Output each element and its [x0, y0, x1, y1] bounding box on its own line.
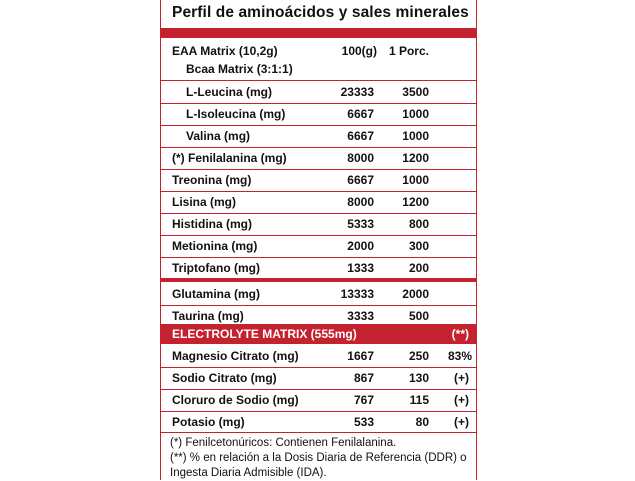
- row-value-100g: 533: [353, 415, 374, 429]
- electrolyte-label: ELECTROLYTE MATRIX (555mg): [172, 327, 357, 341]
- table-row: [160, 103, 477, 125]
- row-label: L-Isoleucina (mg): [186, 107, 286, 121]
- row-value-100g: 1333: [347, 261, 374, 275]
- footnote-1: (*) Fenilcetonúricos: Contienen Fenilalanina.: [170, 437, 397, 449]
- row-label: L-Leucina (mg): [186, 85, 272, 99]
- table-row: [160, 81, 477, 103]
- table-row: [160, 169, 477, 191]
- row-value-100g: 867: [353, 371, 374, 385]
- row-value-ddr: (+): [454, 371, 469, 385]
- top-divider-bar: [160, 28, 477, 38]
- header-sublabel: Bcaa Matrix (3:1:1): [186, 62, 293, 76]
- header-label: EAA Matrix (10,2g): [172, 44, 278, 58]
- table-row: [160, 125, 477, 147]
- row-label: Metionina (mg): [172, 239, 258, 253]
- header-col-100g: 100(g): [341, 44, 377, 58]
- row-value-portion: 2000: [402, 287, 429, 301]
- table-row: [160, 389, 477, 411]
- footnotes: [170, 436, 475, 481]
- row-value-portion: 115: [409, 393, 429, 407]
- row-label: Glutamina (mg): [172, 287, 261, 301]
- row-value-100g: 13333: [340, 287, 374, 301]
- row-value-100g: 6667: [347, 129, 374, 143]
- table-row: [160, 257, 477, 279]
- row-value-ddr: (+): [454, 415, 469, 429]
- header-col-portion: 1 Porc.: [388, 44, 429, 58]
- row-value-100g: 2000: [347, 239, 374, 253]
- row-value-portion: 1000: [402, 173, 429, 187]
- table-row: [160, 213, 477, 235]
- row-value-portion: 500: [408, 309, 429, 323]
- row-value-portion: 1200: [402, 151, 429, 165]
- table-row: [160, 235, 477, 257]
- table-row: [160, 191, 477, 213]
- row-value-portion: 3500: [402, 85, 429, 99]
- table-row: [160, 367, 477, 389]
- row-value-portion: 80: [415, 415, 429, 429]
- row-label: Taurina (mg): [172, 309, 244, 323]
- row-label: Cloruro de Sodio (mg): [172, 393, 299, 407]
- row-value-100g: 8000: [347, 195, 374, 209]
- footnote-3: Ingesta Diaria Admisible (IDA).: [170, 467, 327, 479]
- table-title: Perfil de aminoácidos y sales minerales: [172, 4, 469, 21]
- row-value-100g: 1667: [347, 349, 374, 363]
- row-label: Triptofano (mg): [172, 261, 260, 275]
- row-label: Valina (mg): [186, 129, 251, 143]
- footnote-2: (**) % en relación a la Dosis Diaria de Referencia (DDR) o: [170, 452, 467, 464]
- subheader-row: [160, 58, 477, 80]
- row-label: Sodio Citrato (mg): [172, 371, 277, 385]
- row-value-100g: 767: [353, 393, 374, 407]
- row-value-portion: 250: [408, 349, 429, 363]
- row-value-portion: 1200: [402, 195, 429, 209]
- row-value-portion: 130: [408, 371, 429, 385]
- table-row: [160, 283, 477, 305]
- row-label: Potasio (mg): [172, 415, 245, 429]
- row-value-ddr: (+): [454, 393, 469, 407]
- row-label: Magnesio Citrato (mg): [172, 349, 299, 363]
- notes-divider: [160, 432, 477, 433]
- row-value-100g: 23333: [340, 85, 374, 99]
- row-value-100g: 8000: [347, 151, 374, 165]
- row-label: Treonina (mg): [172, 173, 252, 187]
- row-value-portion: 300: [408, 239, 429, 253]
- table-row: [160, 147, 477, 169]
- row-value-portion: 200: [408, 261, 429, 275]
- row-label: Histidina (mg): [172, 217, 252, 231]
- row-value-portion: 1000: [402, 107, 429, 121]
- row-value-100g: 6667: [347, 107, 374, 121]
- row-value-ddr: 83%: [447, 349, 472, 363]
- table-row: [160, 411, 477, 433]
- table-row: [160, 345, 477, 367]
- row-value-100g: 5333: [347, 217, 374, 231]
- row-value-100g: 3333: [347, 309, 374, 323]
- row-label: (*) Fenilalanina (mg): [172, 151, 287, 165]
- electrolyte-header: [160, 324, 477, 344]
- row-value-100g: 6667: [347, 173, 374, 187]
- section-divider-bar: [160, 278, 477, 282]
- row-label: Lisina (mg): [172, 195, 237, 209]
- electrolyte-note: (**): [451, 327, 469, 341]
- row-value-portion: 1000: [402, 129, 429, 143]
- row-value-portion: 800: [408, 217, 429, 231]
